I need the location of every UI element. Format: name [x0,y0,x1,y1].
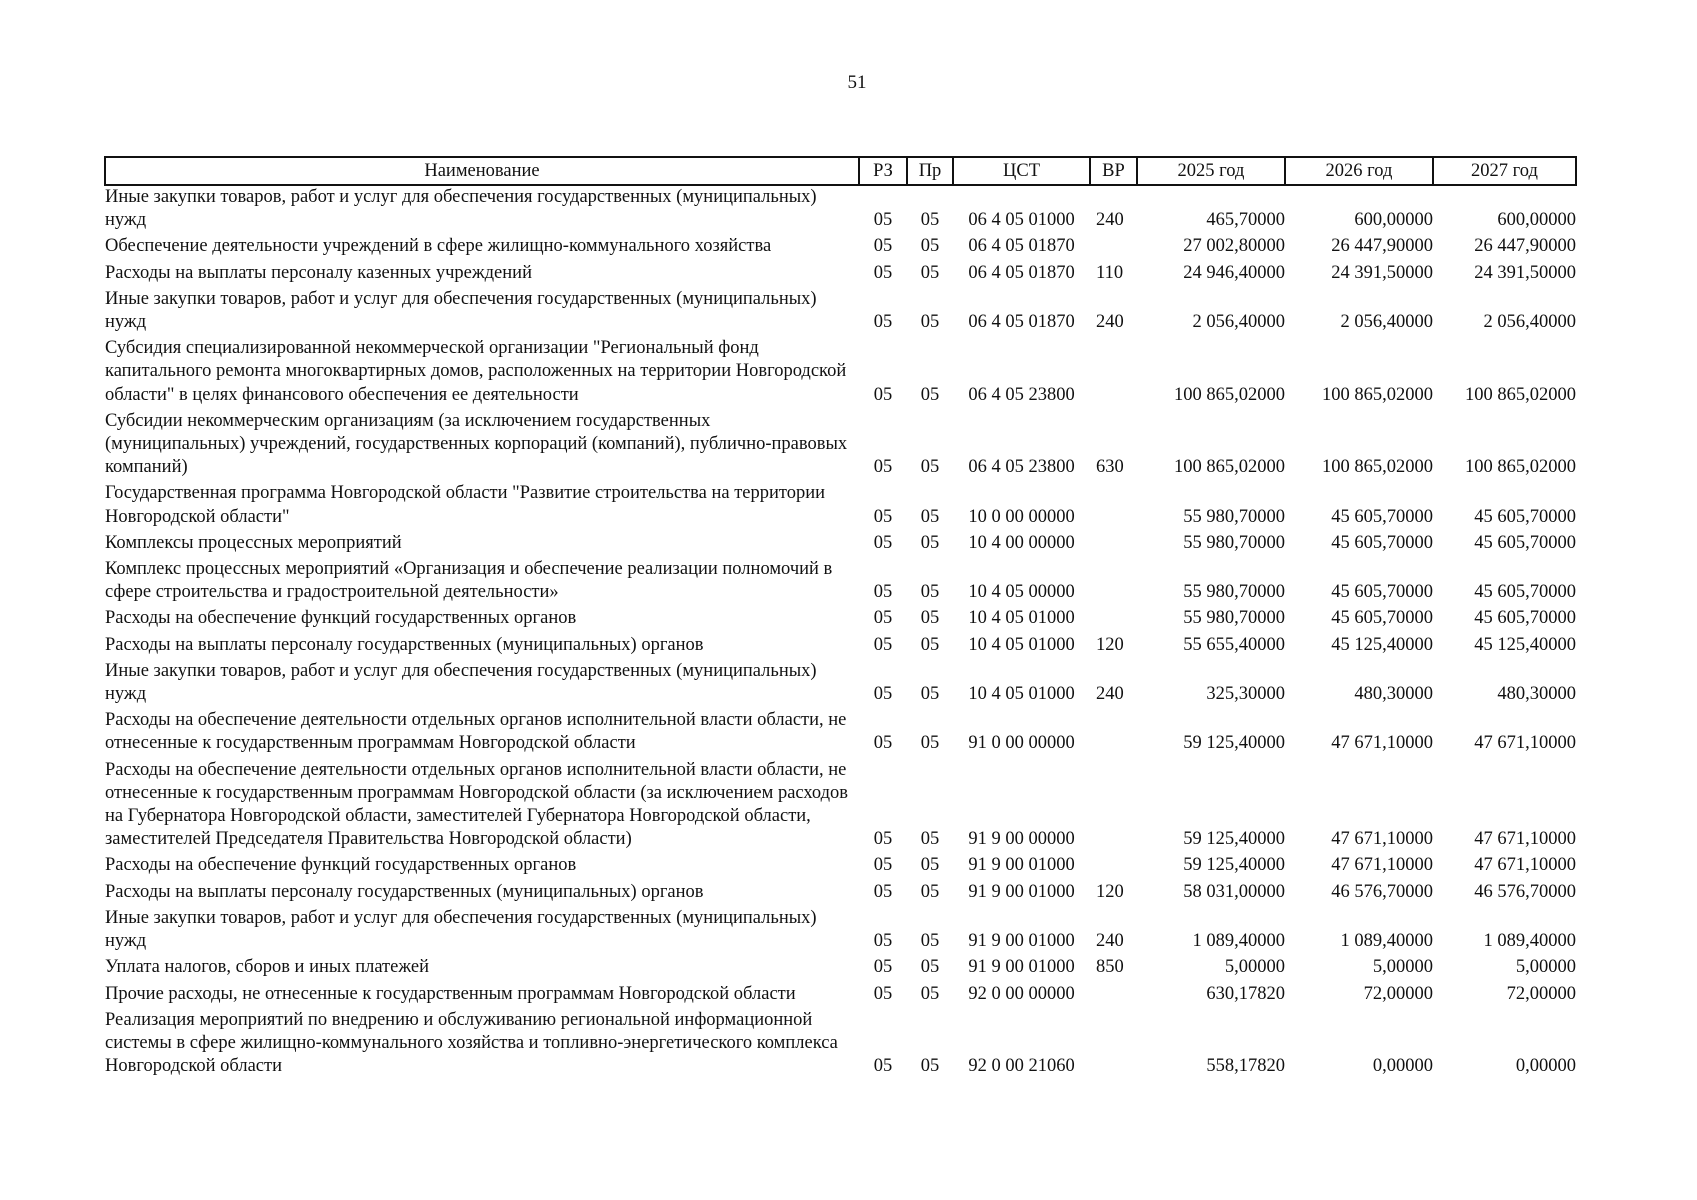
row-pr: 05 [920,532,940,553]
row-rz: 05 [873,855,893,876]
row-cst: 92 0 00 21060 [968,1056,1075,1077]
row-cst: 06 4 05 01870 [968,312,1075,333]
table-row [105,759,1576,855]
row-2027: 100 865,02000 [1465,457,1576,478]
row-rz: 05 [873,210,893,231]
row-2025: 630,17820 [1206,983,1285,1004]
row-rz: 05 [873,1056,893,1077]
header-2026: 2026 год [1285,157,1433,185]
row-vr [1090,482,1137,531]
row-name: Расходы на обеспечение функций государственных органов [105,855,577,876]
table-row [105,660,1576,709]
row-rz: 05 [873,506,893,527]
row-pr: 05 [920,506,940,527]
header-vr: ВР [1090,157,1137,185]
row-cst: 91 9 00 01000 [968,855,1075,876]
row-2025: 2 056,40000 [1192,312,1285,333]
row-cst: 06 4 05 01870 [968,236,1075,257]
table-row [105,709,1576,758]
row-2025: 55 655,40000 [1183,634,1285,655]
row-cst: 06 4 05 01000 [968,210,1075,231]
row-rz: 05 [873,634,893,655]
row-rz: 05 [873,608,893,629]
row-2025: 55 980,70000 [1183,608,1285,629]
row-2025: 1 089,40000 [1192,931,1285,952]
row-2025: 59 125,40000 [1183,855,1285,876]
row-rz: 05 [873,829,893,850]
row-2025: 465,70000 [1206,210,1285,231]
row-2027: 1 089,40000 [1483,931,1576,952]
row-2025: 558,17820 [1206,1056,1285,1077]
row-2026: 45 605,70000 [1331,506,1433,527]
row-vr [1090,983,1137,1009]
page-number: 51 [847,72,867,93]
row-pr: 05 [920,312,940,333]
row-pr: 05 [920,931,940,952]
row-2027: 100 865,02000 [1465,384,1576,405]
row-cst: 10 4 05 01000 [968,684,1075,705]
row-name: Уплата налогов, сборов и иных платежей [105,957,430,978]
row-2026: 46 576,70000 [1331,881,1433,902]
row-2027: 45 605,70000 [1474,582,1576,603]
row-vr [1090,337,1137,410]
row-name: Субсидия специализированной некоммерческой организации "Региональный фонд капитального ремонта многоквартирных домов, расположенных на территории Новгородской области" в целях финансового обеспечения ее деятельности [105,338,847,405]
row-2027: 480,30000 [1497,684,1576,705]
row-cst: 10 4 00 00000 [968,532,1075,553]
row-cst: 92 0 00 00000 [968,983,1075,1004]
row-2027: 47 671,10000 [1474,733,1576,754]
row-cst: 10 0 00 00000 [968,506,1075,527]
row-name: Расходы на обеспечение деятельности отдельных органов исполнительной власти области, не отнесенные к государственным программам Новгородской области [105,710,847,754]
row-vr [1090,532,1137,558]
row-name: Комплекс процессных мероприятий «Организация и обеспечение реализации полномочий в сфере строительства и градостроительной деятельности» [105,559,833,603]
row-cst: 91 9 00 01000 [968,881,1075,902]
row-2027: 45 605,70000 [1474,506,1576,527]
row-2025: 325,30000 [1206,684,1285,705]
row-2026: 45 125,40000 [1331,634,1433,655]
row-name: Иные закупки товаров, работ и услуг для обеспечения государственных (муниципальных) нужд [105,187,817,231]
table-row [105,558,1576,607]
row-vr [1090,854,1137,880]
row-vr: 630 [1096,457,1124,478]
row-vr: 240 [1096,931,1124,952]
row-name: Иные закупки товаров, работ и услуг для обеспечения государственных (муниципальных) нужд [105,288,817,333]
table-row [105,907,1576,956]
row-2025: 55 980,70000 [1183,506,1285,527]
row-2027: 24 391,50000 [1474,262,1576,283]
row-pr: 05 [920,881,940,902]
table-row [105,482,1576,531]
row-2025: 58 031,00000 [1183,881,1285,902]
row-2025: 59 125,40000 [1183,733,1285,754]
table-row [105,854,1576,880]
row-rz: 05 [873,931,893,952]
row-vr: 120 [1096,881,1124,902]
row-cst: 91 9 00 01000 [968,931,1075,952]
row-2025: 55 980,70000 [1183,582,1285,603]
row-2026: 600,00000 [1354,210,1433,231]
row-name: Расходы на обеспечение функций государственных органов [105,608,577,629]
row-vr: 120 [1096,634,1124,655]
row-vr: 110 [1096,262,1124,283]
row-rz: 05 [873,582,893,603]
row-pr: 05 [920,957,940,978]
table-row [105,956,1576,982]
row-2026: 480,30000 [1354,684,1433,705]
row-cst: 06 4 05 23800 [968,457,1075,478]
row-2026: 47 671,10000 [1331,855,1433,876]
row-2025: 100 865,02000 [1174,384,1285,405]
row-pr: 05 [920,733,940,754]
table-row [105,983,1576,1009]
row-2027: 47 671,10000 [1474,829,1576,850]
row-rz: 05 [873,384,893,405]
row-2026: 100 865,02000 [1322,457,1433,478]
row-vr: 850 [1096,957,1124,978]
row-name: Обеспечение деятельности учреждений в сфере жилищно-коммунального хозяйства [105,236,772,257]
row-name: Субсидии некоммерческим организациям (за исключением государственных (муниципальных) учреждений, государственных корпораций (компаний), публично-правовых компаний) [105,410,848,478]
row-pr: 05 [920,855,940,876]
row-pr: 05 [920,210,940,231]
row-name: Комплексы процессных мероприятий [105,532,402,553]
row-name: Расходы на выплаты персоналу государственных (муниципальных) органов [105,881,704,902]
row-2027: 72,00000 [1506,983,1576,1004]
row-vr [1090,235,1137,261]
row-cst: 06 4 05 01870 [968,262,1075,283]
row-vr: 240 [1096,312,1124,333]
row-2026: 45 605,70000 [1331,608,1433,629]
table-row [105,1009,1576,1082]
row-2025: 55 980,70000 [1183,532,1285,553]
budget-table [104,156,1577,1081]
row-cst: 10 4 05 01000 [968,634,1075,655]
table-row [105,262,1576,288]
row-name: Расходы на выплаты персоналу казенных учреждений [105,262,532,283]
row-pr: 05 [920,608,940,629]
row-cst: 91 9 00 01000 [968,957,1075,978]
row-pr: 05 [920,384,940,405]
row-cst: 06 4 05 23800 [968,384,1075,405]
header-rz: РЗ [859,157,907,185]
row-cst: 10 4 05 00000 [968,582,1075,603]
header-2025: 2025 год [1137,157,1285,185]
row-rz: 05 [873,312,893,333]
row-name: Иные закупки товаров, работ и услуг для обеспечения государственных (муниципальных) нужд [105,907,817,952]
row-cst: 91 9 00 00000 [968,829,1075,850]
table-row [105,881,1576,907]
row-pr: 05 [920,634,940,655]
row-name: Прочие расходы, не отнесенные к государственным программам Новгородской области [105,983,796,1004]
row-rz: 05 [873,684,893,705]
row-2027: 45 605,70000 [1474,608,1576,629]
row-2027: 45 605,70000 [1474,532,1576,553]
row-cst: 91 0 00 00000 [968,733,1075,754]
row-vr [1090,709,1137,758]
row-2026: 24 391,50000 [1331,262,1433,283]
row-2027: 46 576,70000 [1474,881,1576,902]
table-row [105,235,1576,261]
table-row [105,532,1576,558]
row-pr: 05 [920,236,940,257]
row-pr: 05 [920,457,940,478]
row-2026: 47 671,10000 [1331,829,1433,850]
table-row [105,607,1576,633]
header-pr: Пр [907,157,953,185]
row-2026: 26 447,90000 [1331,236,1433,257]
header-name: Наименование [105,157,859,185]
row-rz: 05 [873,957,893,978]
row-pr: 05 [920,829,940,850]
row-2026: 45 605,70000 [1331,532,1433,553]
table-row [105,185,1576,235]
row-name: Государственная программа Новгородской области "Развитие строительства на территории Новгородской области" [105,483,826,527]
row-2027: 47 671,10000 [1474,855,1576,876]
row-2026: 1 089,40000 [1340,931,1433,952]
row-2027: 26 447,90000 [1474,236,1576,257]
row-rz: 05 [873,881,893,902]
row-vr: 240 [1096,684,1124,705]
row-2026: 72,00000 [1363,983,1433,1004]
row-rz: 05 [873,532,893,553]
table-row [105,634,1576,660]
row-pr: 05 [920,582,940,603]
row-vr [1090,1009,1137,1082]
row-name: Реализация мероприятий по внедрению и обслуживанию региональной информационной системы в сфере жилищно-коммунального хозяйства и топливно-энергетического комплекса Новгородской области [105,1009,838,1077]
row-2026: 5,00000 [1372,957,1433,978]
row-2026: 45 605,70000 [1331,582,1433,603]
row-2026: 100 865,02000 [1322,384,1433,405]
row-rz: 05 [873,236,893,257]
row-pr: 05 [920,1056,940,1077]
table-header-row [105,157,1576,185]
table-body [105,185,1576,1081]
row-2026: 0,00000 [1372,1056,1433,1077]
table-row [105,337,1576,410]
row-vr [1090,607,1137,633]
row-pr: 05 [920,684,940,705]
row-name: Расходы на выплаты персоналу государственных (муниципальных) органов [105,634,704,655]
row-rz: 05 [873,733,893,754]
row-vr: 240 [1096,210,1124,231]
row-2027: 2 056,40000 [1483,312,1576,333]
row-2025: 100 865,02000 [1174,457,1285,478]
row-2025: 27 002,80000 [1183,236,1285,257]
row-2027: 5,00000 [1515,957,1576,978]
row-rz: 05 [873,262,893,283]
row-2027: 600,00000 [1497,210,1576,231]
table-row [105,410,1576,483]
row-2027: 0,00000 [1515,1056,1576,1077]
row-2025: 5,00000 [1224,957,1285,978]
row-vr [1090,558,1137,607]
row-pr: 05 [920,262,940,283]
row-2025: 59 125,40000 [1183,829,1285,850]
row-name: Иные закупки товаров, работ и услуг для обеспечения государственных (муниципальных) нужд [105,660,817,705]
row-name: Расходы на обеспечение деятельности отдельных органов исполнительной власти области, не отнесенные к государственным программам Новгородской области (за исключением расходов на Губернатора Новгородской области, заместителей Губернатора Новгородской области, заместителей Председателя Правительства Новгородской области) [105,759,849,850]
row-rz: 05 [873,983,893,1004]
table-row [105,288,1576,337]
row-2027: 45 125,40000 [1474,634,1576,655]
row-pr: 05 [920,983,940,1004]
row-cst: 10 4 05 01000 [968,608,1075,629]
row-vr [1090,759,1137,855]
row-2026: 47 671,10000 [1331,733,1433,754]
header-cst: ЦСТ [953,157,1090,185]
row-rz: 05 [873,457,893,478]
row-2026: 2 056,40000 [1340,312,1433,333]
row-2025: 24 946,40000 [1183,262,1285,283]
header-2027: 2027 год [1433,157,1576,185]
